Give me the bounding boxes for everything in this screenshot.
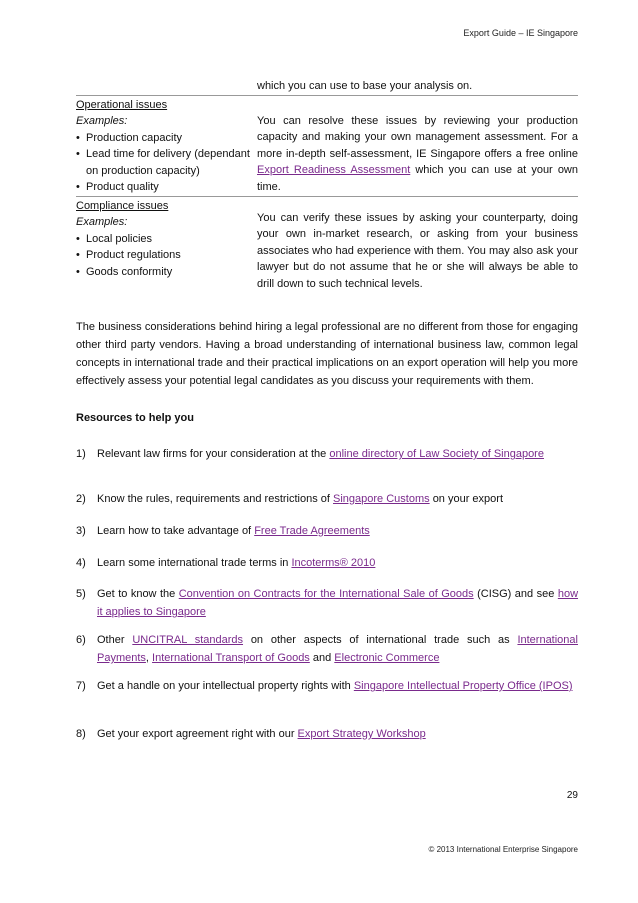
cisg-link[interactable]: Convention on Contracts for the International Sale of Goods (178, 588, 474, 600)
international-payments-link[interactable]: International Payments (97, 634, 578, 664)
table-row-compliance (76, 197, 578, 293)
list-item: • Lead time for delivery (dependant on production capacity) (76, 148, 250, 177)
international-transport-link[interactable]: International Transport of Goods (152, 652, 310, 664)
compliance-text: You can verify these issues by asking your counterparty, doing your own in-market research, or asking from your business associates who had experience with them. You may also ask your lawyer but do not assume that he or she will always be able to drill down to such technical levels. (257, 211, 578, 290)
page-footer: © 2013 International Enterprise Singapore (428, 845, 578, 854)
electronic-commerce-link[interactable]: Electronic Commerce (334, 652, 440, 664)
singapore-customs-link[interactable]: Singapore Customs (333, 493, 430, 505)
resource-item: 6) Other UNCITRAL standards on other aspects of international trade such as International Payments, International Transport of Goods and Electronic Commerce (76, 634, 578, 664)
page-number: 29 (566, 790, 578, 801)
table-row (76, 78, 578, 96)
examples-label: Examples: (76, 115, 128, 127)
resource-item: 1) Relevant law firms for your consideration at the online directory of Law Society of Singapore (76, 448, 544, 460)
resource-item: 2) Know the rules, requirements and restrictions of Singapore Customs on your export (76, 493, 504, 505)
export-strategy-workshop-link[interactable]: Export Strategy Workshop (297, 728, 426, 740)
resource-item: 5) Get to know the Convention on Contracts for the International Sale of Goods (CISG) and see how it applies to Singapore (76, 588, 579, 618)
law-society-link[interactable]: online directory of Law Society of Singapore (329, 448, 544, 460)
resource-item: 7) Get a handle on your intellectual property rights with Singapore Intellectual Property Office (IPOS) (76, 680, 573, 692)
list-item: • Product quality (76, 181, 159, 193)
list-item: • Product regulations (76, 249, 181, 261)
uncitral-link[interactable]: UNCITRAL standards (132, 634, 244, 646)
cisg-singapore-link[interactable]: how it applies to Singapore (97, 588, 579, 618)
resource-item: 3) Learn how to take advantage of Free Trade Agreements (76, 525, 370, 537)
operational-text: You can resolve these issues by reviewing your production capacity and making your own management assessment. For a more in-depth self-assessment, IE Singapore offers a free online Export Readiness Assessment which you can use at your own time. (257, 114, 578, 193)
intro-text: which you can use to base your analysis on. (257, 80, 473, 92)
free-trade-agreements-link[interactable]: Free Trade Agreements (254, 525, 370, 537)
incoterms-link[interactable]: Incoterms® 2010 (291, 557, 376, 569)
list-item: • Local policies (76, 232, 153, 245)
page-header: Export Guide – IE Singapore (463, 28, 578, 38)
operational-title: Operational issues (76, 98, 168, 111)
issues-table (76, 78, 578, 292)
list-item: • Production capacity (76, 131, 182, 144)
export-readiness-link[interactable]: Export Readiness Assessment (257, 164, 411, 176)
resource-item: 8) Get your export agreement right with our Export Strategy Workshop (76, 728, 426, 740)
body-paragraph: The business considerations behind hiring a legal professional are no different from those for engaging other third party vendors. Having a broad understanding of international business law, common legal concepts in international trade and their practical implications on an export operation will help you more effectively assess your potential legal candidates as you discuss your requirements with them. (76, 321, 578, 387)
resources-heading: Resources to help you (76, 412, 194, 424)
ipos-link[interactable]: Singapore Intellectual Property Office (IPOS) (353, 680, 573, 692)
table-row-operational (76, 96, 578, 197)
examples-label: Examples: (76, 216, 128, 228)
compliance-title: Compliance issues (76, 199, 169, 212)
list-item: • Goods conformity (76, 265, 173, 278)
resource-item: 4) Learn some international trade terms in Incoterms® 2010 (76, 557, 376, 569)
